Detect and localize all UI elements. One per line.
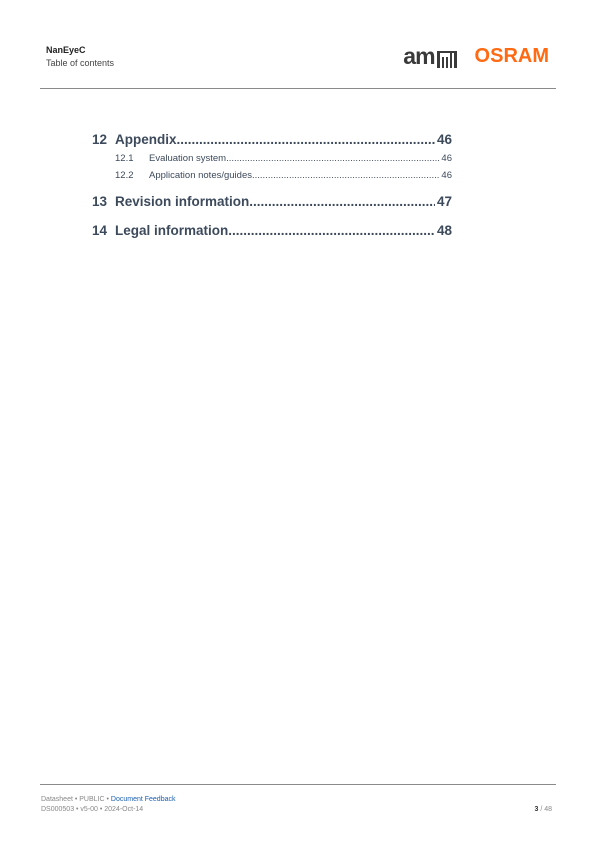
page-header	[0, 0, 595, 90]
ams-logo-text: am	[403, 42, 435, 69]
osram-logo: OSRAM	[474, 45, 549, 67]
toc-entry-evaluation-system[interactable]	[92, 153, 452, 167]
toc-number: 12.1	[115, 153, 134, 164]
toc-number: 14	[92, 223, 108, 238]
toc-number: 12	[92, 132, 108, 147]
total-pages: / 48	[538, 806, 552, 813]
toc-leader-dots	[249, 194, 435, 209]
ams-logo-mark	[437, 51, 457, 68]
toc-leader-dots	[252, 170, 439, 181]
footer-divider	[40, 784, 556, 785]
table-of-contents	[92, 132, 452, 241]
document-feedback-link[interactable]: Document Feedback	[110, 796, 176, 803]
toc-number: 13	[92, 194, 108, 209]
toc-page-number: 46	[436, 132, 452, 147]
brand-logos	[403, 44, 549, 68]
toc-page-number: 46	[441, 170, 452, 181]
toc-entry-appendix[interactable]	[92, 132, 452, 150]
footer-doc-type	[41, 796, 175, 803]
current-page: 3	[534, 806, 539, 813]
toc-title: Legal information	[115, 223, 229, 238]
toc-title: Revision information	[115, 194, 250, 209]
toc-page-number: 46	[441, 153, 452, 164]
toc-page-number: 47	[436, 194, 452, 209]
product-name: NanEyeC	[46, 45, 86, 55]
header-divider	[40, 88, 556, 89]
toc-entry-legal-information[interactable]	[92, 223, 452, 241]
toc-title: Appendix	[115, 132, 177, 147]
toc-leader-dots	[228, 223, 435, 238]
toc-title: Application notes/guides	[149, 170, 252, 181]
page-number	[534, 806, 552, 813]
footer-doc-info: DS000503 • v5-00 • 2024-Oct-14	[41, 806, 144, 813]
ams-logo	[403, 42, 456, 69]
toc-title: Evaluation system	[149, 153, 227, 164]
toc-leader-dots	[177, 132, 435, 147]
footer-doctype-text: Datasheet • PUBLIC •	[41, 796, 111, 803]
toc-page-number: 48	[436, 223, 452, 238]
section-name: Table of contents	[46, 58, 115, 68]
toc-entry-revision-information[interactable]	[92, 194, 452, 212]
toc-entry-application-notes[interactable]	[92, 170, 452, 184]
toc-number: 12.2	[115, 170, 134, 181]
toc-leader-dots	[226, 153, 439, 164]
